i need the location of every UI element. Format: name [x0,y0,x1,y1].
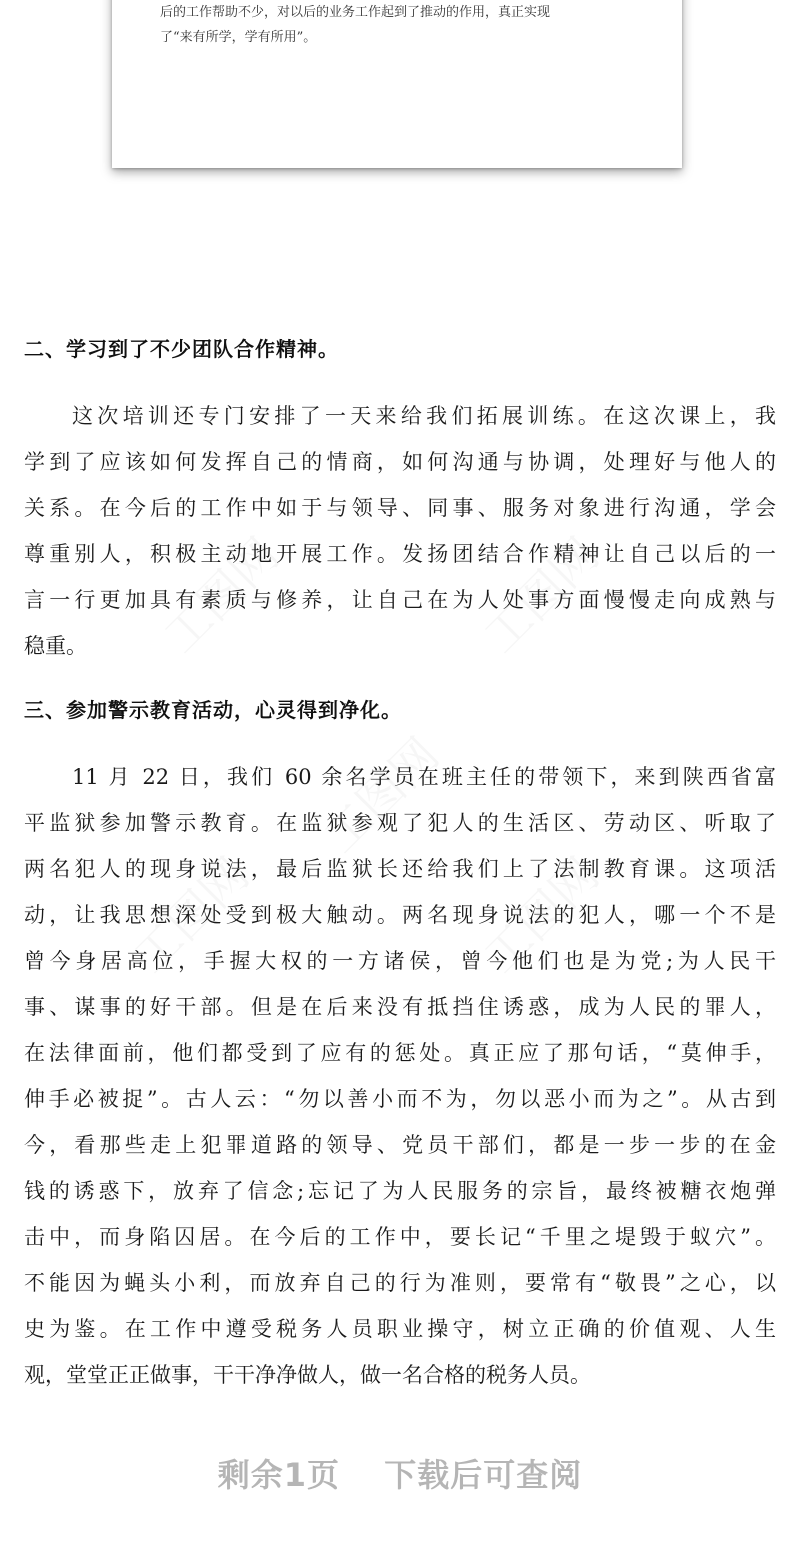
section-paragraph-warning-education [24,754,776,1398]
section-heading-teamwork: 二、学习到了不少团队合作精神。 [24,337,339,361]
paragraph-line: 在法律面前，他们都受到了应有的惩处。真正应了那句话，“莫伸手， [24,1041,776,1065]
paragraph-line: 事、谋事的好干部。但是在后来没有抵挡住诱惑，成为人民的罪人， [24,995,776,1019]
paragraph-line: 今，看那些走上犯罪道路的领导、党员干部们，都是一步一步的在金 [24,1133,776,1157]
paragraph-line: 曾今身居高位，手握大权的一方诸侯，曾今他们也是为党;为人民干 [24,949,776,973]
download-notice[interactable] [0,1450,800,1496]
paragraph-line: 11 月 22 日，我们 60 余名学员在班主任的带领下，来到陕西省富 [72,765,776,789]
paragraph-line: 两名犯人的现身说法，最后监狱长还给我们上了法制教育课。这项活 [24,857,776,881]
paragraph-line: 史为鉴。在工作中遵受税务人员职业操守，树立正确的价值观、人生 [24,1317,776,1341]
preview-page-card [112,0,682,168]
paragraph-line: 不能因为蝇头小利，而放弃自己的行为准则，要常有“敬畏”之心，以 [24,1271,776,1295]
paragraph-line: 学到了应该如何发挥自己的情商，如何沟通与协调，处理好与他人的 [24,450,776,474]
paragraph-line: 这次培训还专门安排了一天来给我们拓展训练。在这次课上，我 [72,404,776,428]
paragraph-line: 观，堂堂正正做事，干干净净做人，做一名合格的税务人员。 [24,1363,591,1387]
paragraph-line: 尊重别人，积极主动地开展工作。发扬团结合作精神让自己以后的一 [24,542,776,566]
section-heading-warning-education: 三、参加警示教育活动，心灵得到净化。 [24,698,402,722]
paragraph-line: 关系。在今后的工作中如于与领导、同事、服务对象进行沟通，学会 [24,496,776,520]
preview-card-line: 了“来有所学，学有所用”。 [160,30,317,45]
paragraph-line: 稳重。 [24,634,87,658]
preview-card-line: 后的工作帮助不少，对以后的业务工作起到了推动的作用，真正实现 [160,5,551,20]
paragraph-line: 击中，而身陷囚居。在今后的工作中，要长记“千里之堤毁于蚁穴”。 [24,1225,776,1249]
paragraph-line: 动，让我思想深处受到极大触动。两名现身说法的犯人，哪一个不是 [24,903,776,927]
preview-card-text [160,0,650,50]
download-to-view-text: 下载后可查阅 [384,1456,583,1494]
paragraph-line: 伸手必被捉”。古人云：“勿以善小而不为，勿以恶小而为之”。从古到 [24,1087,776,1111]
section-paragraph-teamwork [24,393,776,669]
paragraph-line: 言一行更加具有素质与修养，让自己在为人处事方面慢慢走向成熟与 [24,588,776,612]
remaining-pages-text: 剩余1页 [217,1456,341,1494]
paragraph-line: 钱的诱惑下，放弃了信念;忘记了为人民服务的宗旨，最终被糖衣炮弹 [24,1179,776,1203]
paragraph-line: 平监狱参加警示教育。在监狱参观了犯人的生活区、劳动区、听取了 [24,811,776,835]
